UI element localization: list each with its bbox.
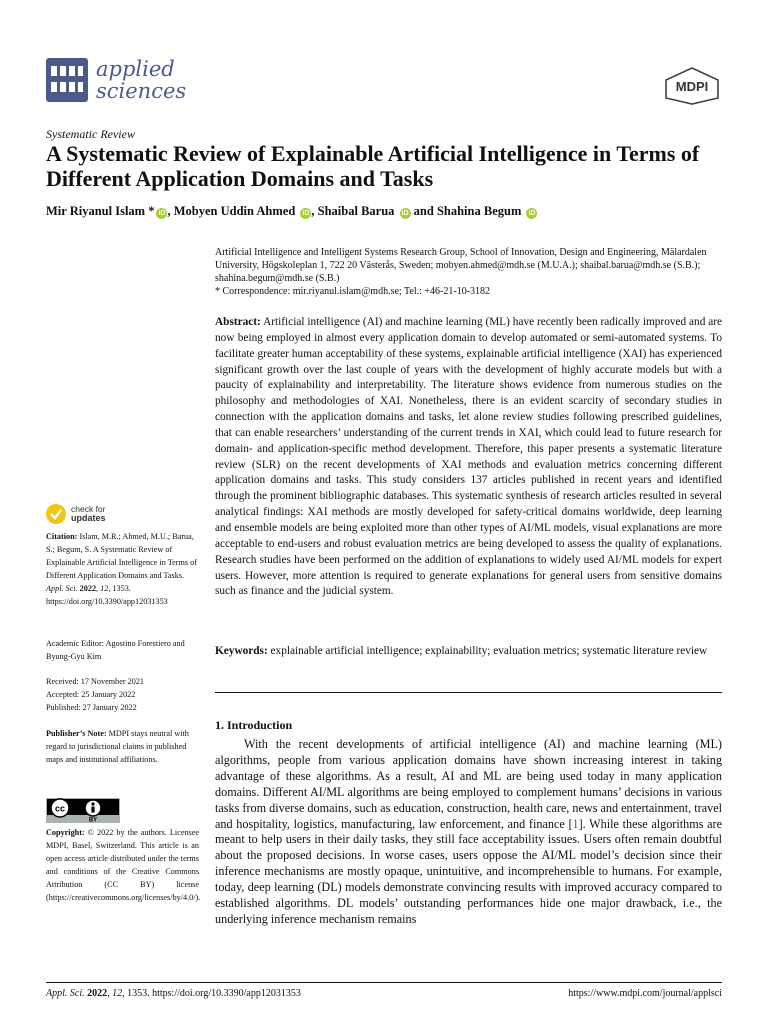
check-for-updates-badge[interactable] — [46, 504, 106, 524]
citation-label: Citation: — [46, 532, 78, 541]
svg-text:cc: cc — [54, 803, 66, 814]
journal-name-line2: sciences — [96, 79, 187, 103]
author-name: Mir Riyanul Islam * — [46, 204, 155, 218]
footer-divider — [46, 982, 722, 983]
affiliation — [215, 246, 725, 298]
check-updates-line1: check for — [71, 504, 106, 514]
journal-logo — [46, 58, 186, 102]
article-title: A Systematic Review of Explainable Artificial Intelligence in Terms of Different Application Domains and Tasks — [46, 141, 700, 191]
abstract — [215, 315, 722, 600]
author-separator: and — [410, 204, 437, 218]
citation-link[interactable]: 1 — [572, 816, 579, 831]
abstract-text: Artificial intelligence (AI) and machine learning (ML) have recently been radically improved and are now being employed in almost every application domain to develop automated or semi-automated systems. To facilitate greater human acceptability of these systems, explainable artificial intelligence (XAI) has experienced significant growth over the last couple of years with the development of highly accurate models but with a paucity of explainability and interpretability. The literature shows evidence from numerous studies on the philosophy and methodologies of XAI. Nonetheless, there is an evident scarcity of secondary studies in connection with the application domains and tasks, let alone review studies following prescribed guidelines, that can enable researchers’ understanding of the current trends in XAI, which could lead to future research for domain- and application-specific method development. Therefore, this paper presents a systematic literature review (SLR) on the recent developments of XAI methods and evaluation metrics concerning different application domains and tasks. This study considers 137 articles published in recent years and identified through the prominent bibliographic databases. This systematic synthesis of research articles resulted in several analytical findings: XAI methods are mostly developed for safety-critical domains worldwide, deep learning and ensemble models are being exploited more than other types of AI/ML models, visual explanations are more acceptable to end-users and robust evaluation metrics are being developed to assess the quality of explanations. Research studies have been performed on the addition of explanations to widely used AI/ML models for expert users. However, more attention is required to generate explanations for general users from sensitive domains such as finance and the judicial system. — [215, 316, 723, 598]
publisher-note-label: Publisher’s Note: — [46, 729, 107, 738]
cc-by-label: BY — [88, 817, 98, 823]
abstract-label: Abstract: — [215, 316, 261, 328]
keywords — [215, 644, 722, 660]
author-name: Mobyen Uddin Ahmed — [173, 204, 296, 218]
check-updates-line2: updates — [71, 513, 106, 523]
orcid-icon[interactable]: iD — [528, 210, 536, 217]
intro-text-part: ]. While these algorithms are meant to help users in their daily tasks, they still face acceptability issues. Users often remain doubtful about the proposed decisions. In worse cases, users oppose the AI/ML model’s decision since their inference mechanisms are mostly opaque, unintuitive, and incomprehensible to humans. For example, today, deep learning (DL) models demonstrate convincing results with improved accuracy compared to established algorithms. DL models’ outstanding performances hide one major drawback, i.e., the underlying inference mechanism remains — [215, 816, 722, 926]
section-divider — [215, 692, 722, 693]
publisher-note — [46, 727, 199, 766]
author-name: Shaibal Barua — [317, 204, 395, 218]
journal-name — [96, 58, 186, 102]
orcid-icon[interactable]: iD — [302, 210, 310, 217]
section-heading: 1. Introduction — [215, 718, 293, 732]
author-separator: , — [311, 204, 318, 218]
academic-editor: Academic Editor: Agostino Forestiero and Byung-Gyu Kim — [46, 639, 185, 662]
citation-volume: 12 — [100, 584, 109, 594]
footer-volume: 12 — [112, 988, 123, 999]
date-received: Received: 17 November 2021 — [46, 677, 144, 686]
dates-block — [46, 675, 199, 714]
check-updates-icon — [46, 504, 66, 524]
orcid-icon[interactable]: iD — [401, 210, 409, 217]
author-name: Shahina Begum — [436, 204, 522, 218]
cc-by-license-icon[interactable] — [46, 798, 120, 823]
mdpi-logo-text: MDPI — [675, 79, 709, 94]
date-published: Published: 27 January 2022 — [46, 703, 137, 713]
citation-block: Citation: Islam, M.R.; Ahmed, M.U.; Barua, S.; Begum, S. A Systematic Review of Explainable Artificial Intelligence in Terms of Different Application Domains and Tasks. Appl. Sci. 2022, 12, 1353. https://doi.org/10.3390/app12031353 — [46, 532, 197, 607]
publisher-note-text: MDPI stays neutral with regard to jurisdictional claims in published maps and institutional affiliations. — [46, 729, 189, 765]
citation-doi[interactable]: , 1353. https://doi.org/10.3390/app12031353 — [46, 584, 168, 607]
footer-journal: Appl. Sci. — [46, 988, 85, 999]
article-type: Systematic Review — [46, 127, 135, 141]
mdpi-logo — [662, 66, 722, 106]
footer-doi[interactable]: , 1353. https://doi.org/10.3390/app12031353 — [122, 988, 301, 999]
affiliation-text: Artificial Intelligence and Intelligent Systems Research Group, School of Innovation, Design and Engineering, Mälardalen University, Högskoleplan 1, 722 20 Västerås, Sweden; mobyen.ahmed@mdh.se (M.U.A.); shaibal.barua@mdh.se (S.B.); shahina.begum@mdh.se (S.B.) — [215, 247, 707, 284]
date-accepted: Accepted: 25 January 2022 — [46, 690, 136, 700]
check-updates-text — [71, 505, 106, 523]
citation-journal: Appl. Sci. — [46, 584, 78, 594]
correspondence: * Correspondence: mir.riyanul.islam@mdh.se; Tel.: +46-21-10-3182 — [215, 286, 491, 297]
copyright-label: Copyright: — [46, 828, 85, 837]
intro-paragraph — [215, 737, 722, 928]
orcid-icon[interactable]: iD — [158, 210, 166, 217]
author-separator: , — [167, 204, 174, 218]
footer-journal-url[interactable]: https://www.mdpi.com/journal/applsci — [568, 988, 722, 999]
journal-logo-icon — [46, 58, 88, 102]
citation-text: Islam, M.R.; Ahmed, M.U.; Barua, S.; Begum, S. A Systematic Review of Explainable Artificial Intelligence in Terms of Different Application Domains and Tasks. — [46, 532, 197, 581]
footer-year: 2022 — [87, 988, 108, 999]
journal-name-line1: applied — [96, 57, 175, 81]
citation-year: 2022 — [79, 584, 97, 594]
keywords-label: Keywords: — [215, 645, 268, 657]
intro-text-part: With the recent developments of artificial intelligence (AI) and machine learning (ML) algorithms, people from various application domains have shown increasing interest in taking advantage of these algorithms. As a result, AI and ML are being used today in many application domains. Different AI/ML algorithms are being employed to complement humans’ decisions in various tasks from diverse domains, such as education, construction, health care, news and entertainment, travel and hospitality, logistics, manufacturing, law enforcement, and finance [ — [215, 737, 722, 831]
author-list — [46, 204, 537, 219]
footer-citation: Appl. Sci. 2022, 12, 1353. https://doi.org/10.3390/app12031353 — [46, 988, 301, 999]
copyright-block — [46, 826, 199, 905]
copyright-text: © 2022 by the authors. Licensee MDPI, Basel, Switzerland. This article is an open access article distributed under the terms and conditions of the Creative Commons Attribution (CC BY) license (https://creativecommons.org/licenses/by/4.0/). — [46, 828, 201, 903]
keywords-text: explainable artificial intelligence; explainability; evaluation metrics; systematic literature review — [270, 645, 708, 657]
